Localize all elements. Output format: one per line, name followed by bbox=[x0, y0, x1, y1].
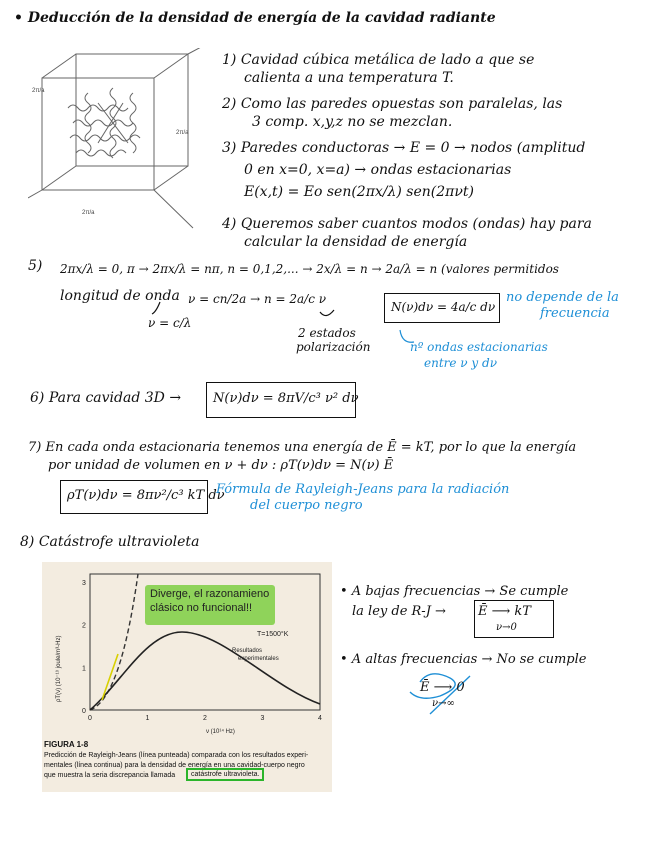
step-1-line-2: calienta a una temperatura T. bbox=[244, 70, 454, 86]
low-freq-box bbox=[474, 600, 554, 638]
step-5-line-2: longitud de onda bbox=[60, 288, 180, 304]
low-freq-line-1: • A bajas frecuencias → Se cumple bbox=[340, 584, 569, 599]
caption-line-1: Predicción de Rayleigh-Jeans (línea punteada) comparada con los resultados experi- bbox=[44, 752, 309, 759]
figure-title: FIGURA 1-8 bbox=[44, 740, 89, 749]
y-tick-label: 0 bbox=[82, 708, 86, 715]
step-4-line-2: calcular la densidad de energía bbox=[244, 234, 468, 250]
cube-label: 2π/a bbox=[176, 130, 189, 136]
step-5-result: N(ν)dν = 4a/c dν bbox=[391, 300, 496, 314]
step-8-heading: 8) Catástrofe ultravioleta bbox=[20, 534, 200, 550]
step-3-line-2: 0 en x=0, x=a) → ondas estacionarias bbox=[244, 162, 512, 178]
step-3-line-3: E(x,t) = Eo sen(2πx/λ) sen(2πνt) bbox=[244, 184, 474, 200]
step-2-line-2: 3 comp. x,y,z no se mezclan. bbox=[252, 114, 453, 130]
step-6-result-box bbox=[206, 382, 359, 418]
x-tick-label: 3 bbox=[260, 715, 265, 722]
polarization-1: 2 estados bbox=[298, 326, 356, 340]
x-tick-label: 0 bbox=[88, 715, 92, 722]
temperature-label: T=1500°K bbox=[257, 631, 289, 638]
x-tick-label: 4 bbox=[318, 715, 322, 722]
rayleigh-jeans-note-1: Fórmula de Rayleigh-Jeans para la radiación bbox=[216, 482, 510, 497]
step-5-nu-relation: ν = c/λ bbox=[148, 316, 192, 330]
results-label-2: experimentales bbox=[238, 656, 279, 662]
step-7-line-1: 7) En cada onda estacionaria tenemos una energía de Ē = kT, por lo que la energía bbox=[28, 440, 577, 455]
experimental-curve bbox=[90, 632, 320, 710]
x-axis-label: ν (10¹⁴ Hz) bbox=[206, 729, 235, 735]
polarization-2: polarización bbox=[296, 340, 371, 354]
step-1-line-1: 1) Cavidad cúbica metálica de lado a que se bbox=[222, 52, 535, 68]
step-5-frequency: ν = cn/2a → n = 2a/c ν bbox=[188, 292, 327, 306]
step-6-line: 6) Para cavidad 3D → bbox=[30, 390, 182, 406]
rayleigh-jeans-curve bbox=[90, 574, 138, 710]
step-5-number: 5) bbox=[28, 258, 43, 274]
rayleigh-jeans-note-2: del cuerpo negro bbox=[250, 498, 363, 513]
cube-label: 2π/a bbox=[82, 210, 95, 216]
high-freq-limit-sub: ν→∞ bbox=[432, 698, 455, 709]
x-tick-label: 2 bbox=[203, 715, 207, 722]
y-tick-label: 1 bbox=[82, 665, 86, 673]
x-tick-label: 1 bbox=[145, 715, 150, 722]
y-tick-label: 2 bbox=[82, 622, 86, 630]
step-6-result: N(ν)dν = 8πV/c³ ν² dν bbox=[213, 391, 359, 406]
y-tick-label: 3 bbox=[82, 580, 86, 587]
step-4-line-1: 4) Queremos saber cuantos modos (ondas) hay para bbox=[222, 216, 592, 232]
diverge-callout: Diverge, el razonamieno clásico no funcional!! bbox=[145, 585, 275, 625]
low-freq-limit: Ē ⟶ kT bbox=[478, 604, 531, 619]
y-axis-label: ρT(ν) (10⁻¹⁹ joule/m³-Hz) bbox=[56, 635, 62, 702]
caption-line-2: mentales (línea continua) para la densidad de energía en una cavidad-cuerpo negro bbox=[44, 762, 305, 769]
step-5-line-1: 2πx/λ = 0, π → 2πx/λ = nπ, n = 0,1,2,... → 2x/λ = n → 2a/λ = n (valores permitidos bbox=[60, 262, 559, 276]
low-freq-line-2: la ley de R-J → bbox=[352, 604, 446, 619]
low-freq-limit-sub: ν→0 bbox=[496, 622, 517, 633]
note-frequency-1: no depende de la bbox=[506, 290, 619, 305]
cube-label: 2π/a bbox=[32, 88, 45, 94]
high-freq-line-1: • A altas frecuencias → No se cumple bbox=[340, 652, 587, 667]
step-7-line-2: por unidad de volumen en ν + dν : ρT(ν)dν = N(ν) Ē bbox=[48, 458, 394, 473]
note-standing-waves-1: nº ondas estacionarias bbox=[410, 340, 548, 354]
step-2-line-1: 2) Como las paredes opuestas son paralelas, las bbox=[222, 96, 563, 112]
high-freq-limit: Ē ⟶ 0 bbox=[420, 680, 465, 695]
results-label-1: Resultados bbox=[232, 648, 263, 654]
caption-line-3: que muestra la seria discrepancia llamada bbox=[44, 772, 176, 779]
step-3-line-1: 3) Paredes conductoras → E = 0 → nodos (amplitud bbox=[222, 140, 586, 156]
note-standing-waves-2: entre ν y dν bbox=[424, 356, 497, 370]
note-frequency-2: frecuencia bbox=[540, 306, 610, 321]
step-7-result: ρT(ν)dν = 8πν²/c³ kT dν bbox=[67, 488, 225, 503]
caption-highlight: catástrofe ultravioleta. bbox=[186, 768, 264, 781]
step-7-result-box bbox=[60, 480, 225, 514]
page-title: • Deducción de la densidad de energía de la cavidad radiante bbox=[14, 10, 496, 26]
